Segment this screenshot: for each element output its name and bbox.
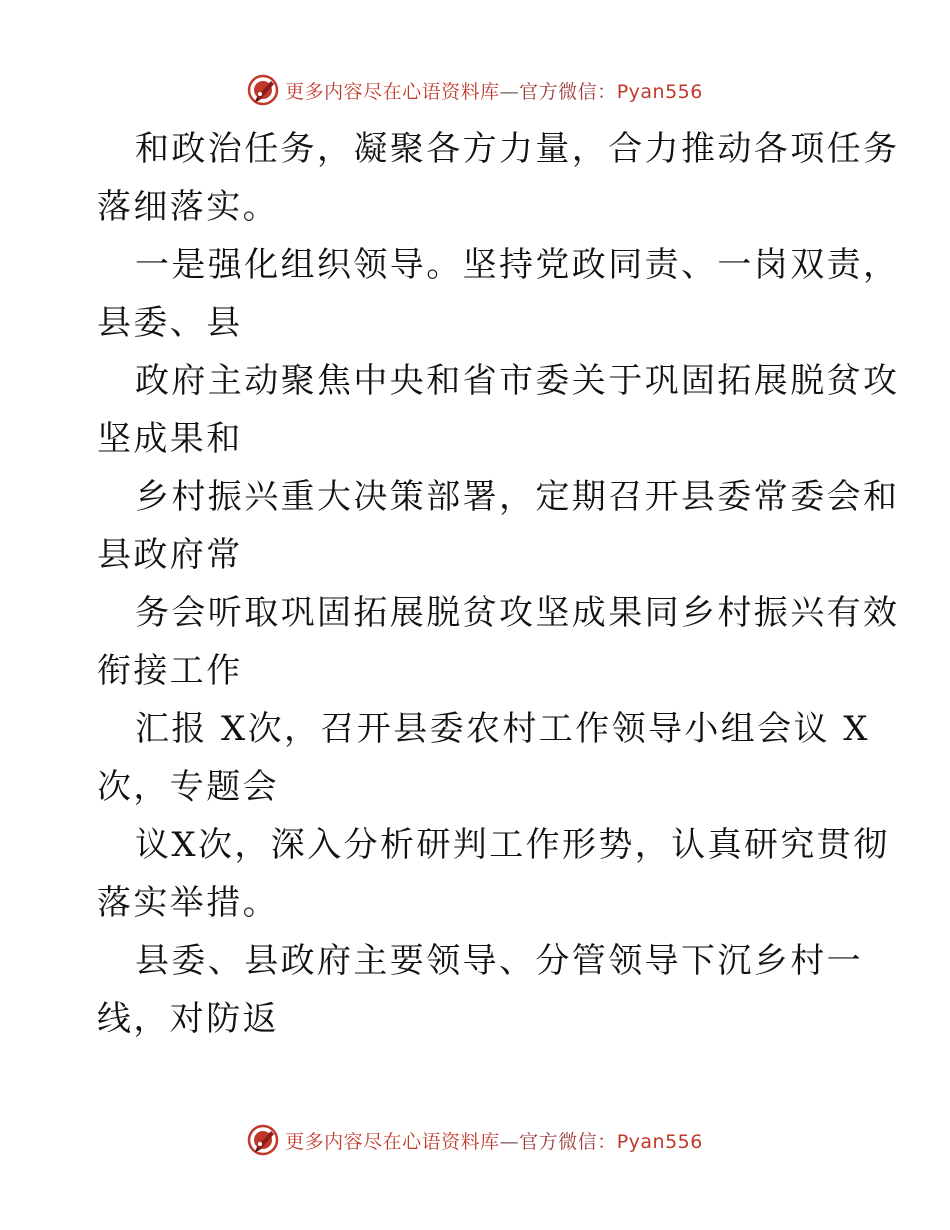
body-line: 汇报 X次，召开县委农村工作领导小组会议 X (135, 709, 870, 749)
watermark-dash: — (499, 1130, 520, 1153)
body-line: 政府主动聚焦中央和省市委关于巩固拓展脱贫攻 (135, 361, 900, 401)
header-watermark-banner (0, 70, 950, 110)
pen-nib-logo-icon (247, 1123, 281, 1157)
body-line: 议X次，深入分析研判工作形势，认真研究贯彻 (135, 825, 890, 865)
watermark-wechat-label: 官方微信： (519, 1130, 617, 1153)
pen-nib-logo-icon (247, 73, 281, 107)
body-line: 衔接工作 (97, 651, 243, 691)
body-line: 县委、县政府主要领导、分管领导下沉乡村一 (135, 941, 863, 981)
body-line: 次，专题会 (97, 767, 279, 807)
watermark-text (285, 1127, 703, 1154)
body-line: 务会听取巩固拓展脱贫攻坚成果同乡村振兴有效 (135, 593, 900, 633)
watermark-text (285, 77, 703, 104)
watermark-wechat-id: Pyan556 (616, 1130, 703, 1153)
body-line: 乡村振兴重大决策部署，定期召开县委常委会和 (135, 477, 900, 517)
body-line: 坚成果和 (97, 419, 243, 459)
watermark-wechat-label: 官方微信： (519, 80, 617, 103)
body-line: 线，对防返 (97, 999, 279, 1039)
watermark-site-name: 更多内容尽在心语资料库 (285, 80, 500, 103)
footer-watermark-banner (0, 1120, 950, 1160)
watermark-dash: — (499, 80, 520, 103)
watermark-wechat-id: Pyan556 (616, 80, 703, 103)
watermark-site-name: 更多内容尽在心语资料库 (285, 1130, 500, 1153)
body-line: 一是强化组织领导。坚持党政同责、一岗双责， (135, 245, 900, 285)
document-body (97, 120, 900, 1048)
body-line: 落实举措。 (97, 883, 279, 923)
body-line: 县委、县 (97, 303, 243, 343)
body-line: 落细落实。 (97, 187, 279, 227)
body-line: 县政府常 (97, 535, 243, 575)
body-line: 和政治任务，凝聚各方力量，合力推动各项任务 (135, 129, 900, 169)
